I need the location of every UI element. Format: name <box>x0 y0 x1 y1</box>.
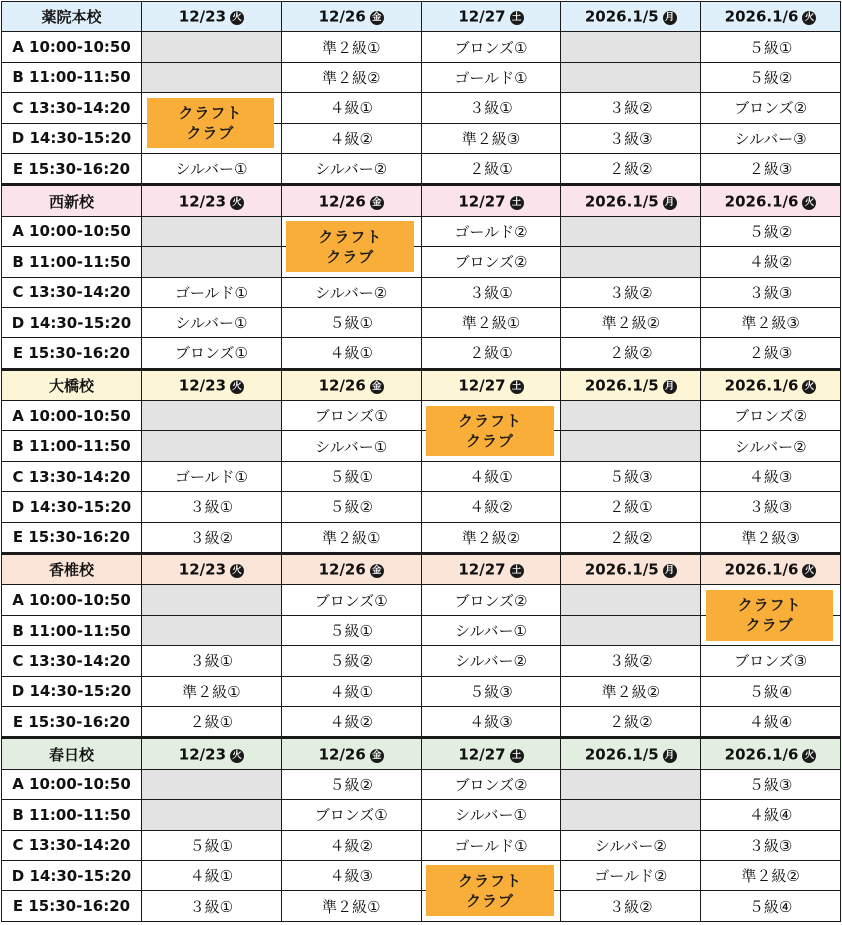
craft-club-label-line2: クラブ <box>186 124 235 143</box>
craft-club-label-line2: クラブ <box>465 431 514 450</box>
date-header <box>561 369 701 400</box>
craft-club-label-line1: クラフト <box>457 411 522 430</box>
empty-cell <box>142 615 282 645</box>
class-cell[interactable]: ４級① <box>281 676 421 706</box>
time-slot-label: A 10:00-10:50 <box>2 585 142 615</box>
time-slot-label: C 13:30-14:20 <box>2 93 142 123</box>
time-slot-label: B 11:00-11:50 <box>2 247 142 277</box>
date-header <box>561 2 701 32</box>
time-slot-row <box>2 93 841 123</box>
school-header-row <box>2 185 841 216</box>
class-cell[interactable]: ４級① <box>281 338 421 369</box>
time-slot-row <box>2 62 841 92</box>
school-header-row <box>2 2 841 32</box>
empty-cell <box>142 62 282 92</box>
class-cell[interactable]: ４級③ <box>701 461 841 491</box>
weekday-badge: 火 <box>230 11 244 25</box>
empty-cell <box>561 800 701 830</box>
date-header <box>142 369 282 400</box>
empty-cell <box>561 769 701 799</box>
class-cell[interactable]: ゴールド① <box>142 277 282 307</box>
time-slot-row <box>2 153 841 184</box>
class-cell[interactable]: ５級① <box>281 461 421 491</box>
time-slot-row <box>2 32 841 62</box>
class-cell[interactable]: ４級① <box>142 860 282 890</box>
date-label: 12/23 <box>178 745 227 764</box>
date-label: 12/27 <box>458 560 506 579</box>
school-name: 春日校 <box>2 738 142 769</box>
class-cell[interactable]: ２級① <box>421 153 561 184</box>
empty-cell <box>561 585 701 615</box>
weekday-badge: 火 <box>230 196 244 210</box>
class-cell[interactable]: ３級① <box>421 277 561 307</box>
craft-club-block[interactable] <box>286 221 414 272</box>
craft-club-label-line2: クラブ <box>465 891 514 910</box>
school-name: 薬院本校 <box>2 2 142 32</box>
empty-cell <box>142 585 282 615</box>
time-slot-row <box>2 891 841 921</box>
empty-cell <box>142 431 282 461</box>
time-slot-row <box>2 800 841 830</box>
time-slot-label: D 14:30-15:20 <box>2 492 142 522</box>
class-cell[interactable]: ４級③ <box>421 706 561 737</box>
class-cell[interactable]: ブロンズ② <box>701 401 841 431</box>
time-slot-label: A 10:00-10:50 <box>2 216 142 246</box>
class-cell[interactable]: シルバー① <box>142 307 282 337</box>
date-header <box>142 185 282 216</box>
class-cell[interactable]: ブロンズ② <box>421 247 561 277</box>
weekday-badge: 金 <box>370 564 384 578</box>
time-slot-row <box>2 769 841 799</box>
weekday-badge: 火 <box>802 11 816 25</box>
class-cell[interactable]: ３級① <box>142 492 282 522</box>
class-cell[interactable]: ４級② <box>701 247 841 277</box>
schedule-table <box>1 1 841 922</box>
craft-club-block[interactable] <box>147 98 275 149</box>
class-cell[interactable]: 準２級③ <box>421 123 561 153</box>
date-header <box>561 738 701 769</box>
weekday-badge: 土 <box>510 564 524 578</box>
weekday-badge: 火 <box>802 380 816 394</box>
time-slot-row <box>2 431 841 461</box>
class-cell[interactable]: ３級② <box>561 646 701 676</box>
time-slot-label: E 15:30-16:20 <box>2 153 142 184</box>
time-slot-row <box>2 401 841 431</box>
class-cell[interactable]: 準２級③ <box>701 307 841 337</box>
time-slot-label: D 14:30-15:20 <box>2 676 142 706</box>
time-slot-label: E 15:30-16:20 <box>2 522 142 553</box>
time-slot-row <box>2 277 841 307</box>
time-slot-row <box>2 646 841 676</box>
craft-club-label-line2: クラブ <box>745 616 794 635</box>
date-header <box>701 554 841 585</box>
class-cell[interactable]: 準２級① <box>421 307 561 337</box>
school-header-row <box>2 554 841 585</box>
time-slot-row <box>2 461 841 491</box>
weekday-badge: 月 <box>663 196 677 210</box>
class-cell[interactable]: ５級③ <box>421 676 561 706</box>
class-cell[interactable]: 準２級③ <box>701 522 841 553</box>
class-cell[interactable]: ５級① <box>281 307 421 337</box>
date-label: 12/27 <box>458 745 506 764</box>
class-cell[interactable]: ２級③ <box>701 153 841 184</box>
time-slot-label: C 13:30-14:20 <box>2 461 142 491</box>
class-cell[interactable]: ５級② <box>281 769 421 799</box>
empty-cell <box>561 431 701 461</box>
class-cell[interactable]: ３級② <box>561 891 701 921</box>
class-cell[interactable]: ５級② <box>701 216 841 246</box>
date-label: 12/23 <box>178 192 227 211</box>
weekday-badge: 土 <box>510 196 524 210</box>
class-cell[interactable]: 準２級② <box>421 522 561 553</box>
weekday-badge: 月 <box>663 380 677 394</box>
class-cell[interactable]: ５級② <box>281 646 421 676</box>
weekday-badge: 火 <box>802 564 816 578</box>
time-slot-row <box>2 216 841 246</box>
class-cell[interactable]: ５級④ <box>701 891 841 921</box>
school-name: 大橋校 <box>2 369 142 400</box>
class-cell[interactable]: ２級① <box>142 706 282 737</box>
time-slot-label: C 13:30-14:20 <box>2 646 142 676</box>
time-slot-label: E 15:30-16:20 <box>2 706 142 737</box>
class-cell[interactable]: ３級② <box>561 277 701 307</box>
class-cell[interactable]: ２級① <box>561 492 701 522</box>
empty-cell <box>561 216 701 246</box>
date-header <box>281 2 421 32</box>
class-cell[interactable]: ブロンズ① <box>281 800 421 830</box>
weekday-badge: 月 <box>663 564 677 578</box>
date-header <box>421 185 561 216</box>
class-cell[interactable]: ４級④ <box>701 706 841 737</box>
date-header <box>561 554 701 585</box>
date-label: 12/27 <box>458 7 506 26</box>
date-label: 2026.1/5 <box>584 7 659 26</box>
class-cell[interactable]: 準２級② <box>561 307 701 337</box>
time-slot-label: D 14:30-15:20 <box>2 123 142 153</box>
class-cell[interactable]: ５級① <box>142 830 282 860</box>
time-slot-row <box>2 860 841 890</box>
class-cell[interactable]: ゴールド② <box>421 216 561 246</box>
time-slot-label: C 13:30-14:20 <box>2 830 142 860</box>
class-cell[interactable]: ゴールド① <box>142 461 282 491</box>
class-cell[interactable]: ブロンズ① <box>281 401 421 431</box>
class-cell[interactable]: ゴールド① <box>421 62 561 92</box>
school-header-row <box>2 738 841 769</box>
date-label: 12/26 <box>318 560 366 579</box>
class-cell[interactable]: 準２級① <box>142 676 282 706</box>
class-cell[interactable]: ブロンズ① <box>421 32 561 62</box>
date-label: 12/26 <box>318 7 366 26</box>
time-slot-label: D 14:30-15:20 <box>2 307 142 337</box>
class-cell[interactable]: ブロンズ② <box>701 93 841 123</box>
date-label: 12/26 <box>318 192 366 211</box>
class-cell[interactable]: シルバー② <box>281 153 421 184</box>
date-header <box>701 2 841 32</box>
class-cell[interactable]: ゴールド① <box>421 830 561 860</box>
empty-cell <box>142 800 282 830</box>
class-cell[interactable]: ３級③ <box>701 830 841 860</box>
time-slot-row <box>2 338 841 369</box>
class-cell[interactable]: ３級① <box>421 93 561 123</box>
class-cell[interactable]: ５級② <box>701 62 841 92</box>
empty-cell <box>561 32 701 62</box>
time-slot-label: C 13:30-14:20 <box>2 277 142 307</box>
class-cell[interactable]: ５級④ <box>701 676 841 706</box>
date-header <box>421 2 561 32</box>
time-slot-row <box>2 522 841 553</box>
weekday-badge: 月 <box>663 11 677 25</box>
class-cell[interactable]: シルバー② <box>561 830 701 860</box>
date-header <box>142 554 282 585</box>
class-cell[interactable]: 準２級① <box>281 32 421 62</box>
empty-cell <box>561 401 701 431</box>
date-label: 2026.1/6 <box>724 745 799 764</box>
class-cell[interactable]: 準２級① <box>281 891 421 921</box>
date-label: 2026.1/5 <box>584 745 659 764</box>
class-cell[interactable]: シルバー① <box>142 153 282 184</box>
time-slot-label: B 11:00-11:50 <box>2 615 142 645</box>
time-slot-label: A 10:00-10:50 <box>2 32 142 62</box>
class-cell[interactable]: ４級② <box>281 706 421 737</box>
class-cell[interactable]: シルバー② <box>701 431 841 461</box>
date-label: 2026.1/6 <box>724 192 799 211</box>
craft-club-block[interactable] <box>426 865 554 916</box>
class-cell[interactable]: ２級② <box>561 153 701 184</box>
time-slot-label: B 11:00-11:50 <box>2 62 142 92</box>
date-header <box>281 185 421 216</box>
empty-cell <box>142 32 282 62</box>
class-cell[interactable]: ４級② <box>281 123 421 153</box>
class-cell[interactable]: 準２級② <box>561 676 701 706</box>
date-header <box>421 369 561 400</box>
class-cell[interactable]: 準２級① <box>281 522 421 553</box>
school-header-row <box>2 369 841 400</box>
class-cell[interactable]: ４級② <box>421 492 561 522</box>
class-cell[interactable]: 準２級② <box>701 860 841 890</box>
class-cell[interactable]: シルバー① <box>421 800 561 830</box>
class-cell[interactable]: シルバー③ <box>701 123 841 153</box>
time-slot-row <box>2 830 841 860</box>
date-header <box>281 369 421 400</box>
date-label: 12/27 <box>458 192 506 211</box>
time-slot-row <box>2 676 841 706</box>
time-slot-label: A 10:00-10:50 <box>2 769 142 799</box>
date-header <box>561 185 701 216</box>
time-slot-label: E 15:30-16:20 <box>2 338 142 369</box>
class-cell[interactable]: ５級① <box>701 32 841 62</box>
empty-cell <box>561 615 701 645</box>
class-cell[interactable]: ブロンズ① <box>281 585 421 615</box>
school-name: 香椎校 <box>2 554 142 585</box>
date-header <box>701 738 841 769</box>
class-cell[interactable]: ３級③ <box>561 123 701 153</box>
date-header <box>701 185 841 216</box>
craft-club-label-line1: クラフト <box>457 871 522 890</box>
weekday-badge: 土 <box>510 749 524 763</box>
time-slot-label: B 11:00-11:50 <box>2 800 142 830</box>
class-cell[interactable]: ゴールド② <box>561 860 701 890</box>
class-cell[interactable]: ３級③ <box>701 277 841 307</box>
time-slot-label: E 15:30-16:20 <box>2 891 142 921</box>
class-cell[interactable]: ３級① <box>142 646 282 676</box>
weekday-badge: 月 <box>663 749 677 763</box>
craft-club-block[interactable] <box>706 590 834 641</box>
date-header <box>701 369 841 400</box>
date-header <box>142 2 282 32</box>
class-cell[interactable]: ３級② <box>142 522 282 553</box>
craft-club-block[interactable] <box>426 406 554 457</box>
class-cell[interactable]: ５級③ <box>701 769 841 799</box>
class-cell[interactable]: シルバー① <box>281 431 421 461</box>
time-slot-row <box>2 247 841 277</box>
date-label: 2026.1/5 <box>584 560 659 579</box>
class-cell[interactable]: ４級② <box>281 830 421 860</box>
class-cell[interactable]: ブロンズ② <box>421 585 561 615</box>
class-cell[interactable]: ３級③ <box>701 492 841 522</box>
time-slot-row <box>2 307 841 337</box>
craft-club-label-line1: クラフト <box>178 104 243 123</box>
class-cell[interactable]: ４級④ <box>701 800 841 830</box>
time-slot-label: D 14:30-15:20 <box>2 860 142 890</box>
date-header <box>421 738 561 769</box>
class-cell[interactable]: ４級① <box>421 461 561 491</box>
weekday-badge: 火 <box>802 196 816 210</box>
weekday-badge: 金 <box>370 749 384 763</box>
date-header <box>281 738 421 769</box>
date-header <box>281 554 421 585</box>
date-label: 2026.1/5 <box>584 192 659 211</box>
class-cell[interactable]: ブロンズ③ <box>701 646 841 676</box>
craft-club-label-line1: クラフト <box>318 227 383 246</box>
weekday-badge: 土 <box>510 380 524 394</box>
date-label: 12/23 <box>178 376 227 395</box>
class-cell[interactable]: シルバー② <box>281 277 421 307</box>
date-header <box>142 738 282 769</box>
class-cell[interactable]: ５級③ <box>561 461 701 491</box>
empty-cell <box>142 216 282 246</box>
date-label: 2026.1/6 <box>724 560 799 579</box>
empty-cell <box>142 247 282 277</box>
date-label: 2026.1/6 <box>724 7 799 26</box>
class-cell[interactable]: ２級② <box>561 522 701 553</box>
time-slot-row <box>2 706 841 737</box>
class-cell[interactable]: ２級② <box>561 706 701 737</box>
class-cell[interactable]: ５級② <box>281 492 421 522</box>
weekday-badge: 火 <box>230 380 244 394</box>
date-label: 12/23 <box>178 560 227 579</box>
weekday-badge: 火 <box>230 564 244 578</box>
class-cell[interactable]: ２級① <box>421 338 561 369</box>
class-cell[interactable]: ブロンズ② <box>421 769 561 799</box>
empty-cell <box>142 401 282 431</box>
weekday-badge: 金 <box>370 11 384 25</box>
class-cell[interactable]: ブロンズ① <box>142 338 282 369</box>
weekday-badge: 火 <box>230 749 244 763</box>
class-cell[interactable]: ３級② <box>561 93 701 123</box>
empty-cell <box>142 769 282 799</box>
class-cell[interactable]: ３級① <box>142 891 282 921</box>
class-cell[interactable]: シルバー① <box>421 615 561 645</box>
class-cell[interactable]: ４級③ <box>281 860 421 890</box>
empty-cell <box>561 247 701 277</box>
time-slot-label: A 10:00-10:50 <box>2 401 142 431</box>
date-label: 12/27 <box>458 376 506 395</box>
date-label: 12/23 <box>178 7 227 26</box>
weekday-badge: 金 <box>370 380 384 394</box>
weekday-badge: 火 <box>802 749 816 763</box>
craft-club-label-line2: クラブ <box>326 247 375 266</box>
class-cell[interactable]: ２級② <box>561 338 701 369</box>
class-cell[interactable]: 準２級② <box>281 62 421 92</box>
time-slot-label: B 11:00-11:50 <box>2 431 142 461</box>
date-label: 12/26 <box>318 745 366 764</box>
time-slot-row <box>2 492 841 522</box>
date-label: 2026.1/6 <box>724 376 799 395</box>
time-slot-row <box>2 123 841 153</box>
date-label: 2026.1/5 <box>584 376 659 395</box>
weekday-badge: 土 <box>510 11 524 25</box>
class-cell[interactable]: ５級① <box>281 615 421 645</box>
class-cell[interactable]: ４級① <box>281 93 421 123</box>
craft-club-label-line1: クラフト <box>737 596 802 615</box>
class-cell[interactable]: シルバー② <box>421 646 561 676</box>
date-header <box>421 554 561 585</box>
school-name: 西新校 <box>2 185 142 216</box>
date-label: 12/26 <box>318 376 366 395</box>
class-cell[interactable]: ２級③ <box>701 338 841 369</box>
empty-cell <box>561 62 701 92</box>
weekday-badge: 金 <box>370 196 384 210</box>
